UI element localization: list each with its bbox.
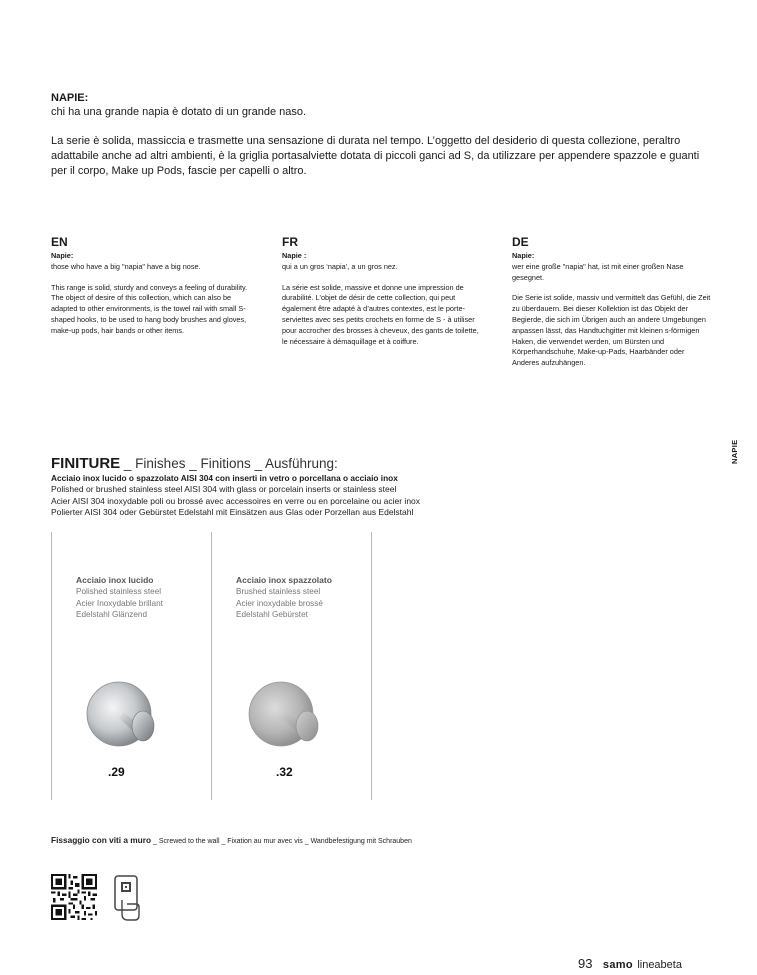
product-name-de: Edelstahl Glänzend bbox=[76, 610, 148, 619]
product-code: .29 bbox=[108, 765, 125, 779]
qr-code-icon[interactable] bbox=[51, 874, 97, 920]
card-divider bbox=[211, 532, 212, 800]
lang-label: Napie: bbox=[51, 251, 74, 260]
collection-name: lineabeta bbox=[637, 959, 682, 971]
product-name-fr: Acier Inoxydable brillant bbox=[76, 598, 163, 608]
finishes-line-en: Polished or brushed stainless steel AISI 304 with glass or porcelain inserts or stainless steel bbox=[51, 484, 397, 494]
product-name-fr: Acier inoxydable brossé bbox=[236, 598, 323, 608]
intro-section bbox=[51, 92, 716, 179]
product-name-de: Edelstahl Gebürstet bbox=[236, 610, 308, 619]
finishes-title-bold: FINITURE bbox=[51, 455, 121, 472]
intro-title: NAPIE: bbox=[51, 92, 89, 104]
fixing-bold: Fissaggio con viti a muro bbox=[51, 835, 152, 845]
robe-hook-polished-image bbox=[86, 676, 166, 752]
fixing-rest: _ Screwed to the wall _ Fixation au mur avec vis _ Wandbefestigung mit Schrauben bbox=[151, 838, 412, 845]
side-tab bbox=[720, 439, 756, 464]
lang-definition: those who have a big "napia" have a big nose. bbox=[51, 261, 201, 271]
lang-column-en bbox=[51, 236, 251, 337]
lang-body: This range is solid, sturdy and conveys a feeling of durability. The object of desire of this collection, which can also be adapted to other environments, is the towel rail with small S-shaped hooks, to be used to hang body brushes and gloves, make-up pods, hair bands or other items. bbox=[51, 282, 248, 335]
lang-code: FR bbox=[282, 235, 298, 249]
product-card-brushed bbox=[236, 575, 376, 621]
page-footer bbox=[578, 955, 682, 975]
intro-body: La serie è solida, massiccia e trasmette una sensazione di durata nel tempo. L’oggetto del desiderio di questa collezione, peraltro adattabile anche ad altri ambienti, è la griglia portasalviette dotata di piccoli ganci ad S, da utilizzare per appendere spazzole e guanti per il corpo, Make up Pods, fascie per capelli o altro. bbox=[51, 135, 700, 177]
product-card-polished bbox=[76, 575, 216, 621]
lang-code: EN bbox=[51, 235, 68, 249]
lang-definition: qui a un gros ‘napia’, a un gros nez. bbox=[282, 261, 398, 271]
fixing-note bbox=[51, 835, 412, 845]
card-divider bbox=[51, 532, 52, 800]
finishes-title bbox=[51, 455, 691, 472]
lang-column-fr bbox=[282, 236, 482, 347]
finishes-subtitle: Acciaio inox lucido o spazzolato AISI 304 con inserti in vetro o porcellana o acciaio inox bbox=[51, 473, 398, 483]
finishes-title-rest: _ Finishes _ Finitions _ Ausführung: bbox=[120, 456, 338, 471]
product-code: .32 bbox=[276, 765, 293, 779]
lang-body: Die Serie ist solide, massiv und vermittelt das Gefühl, die Zeit zu überdauern. Bei dieser Kollektion ist das Objekt der Begierde, die sich im Übrigen auch an andere Umgebungen anpassen lässt, das Handtuchgitter mit kleinen s-förmigen Haken, die verwendet werden, um Bürsten und Körperhandschuhe, Make-up-Pads, Haarbänder oder Anderes aufzuhängen. bbox=[512, 293, 711, 368]
lang-body: La série est solide, massive et donne une impression de durabilité. L’objet de désir de cette collection, qui peut également être adapté à d’autres contextes, est le porte-serviettes avec ses petits crochets en forme de S - à utiliser pour accrocher des brosses à cheveux, des gants de toilette, le nécessaire à démaquillage et à coiffure. bbox=[282, 282, 479, 346]
card-divider bbox=[371, 532, 372, 800]
lang-label: Napie: bbox=[512, 251, 535, 260]
page-number: 93 bbox=[578, 956, 593, 971]
finishes-line-de: Polierter AISI 304 oder Gebürstet Edelstahl mit Einsätzen aus Glas oder Porzellan aus Edelstahl bbox=[51, 507, 414, 517]
lang-column-de bbox=[512, 236, 712, 369]
phone-scan-icon bbox=[113, 874, 141, 922]
product-name-en: Polished stainless steel bbox=[76, 587, 162, 596]
product-title: Acciaio inox lucido bbox=[76, 575, 154, 585]
lang-code: DE bbox=[512, 235, 529, 249]
lang-label: Napie : bbox=[282, 251, 307, 260]
product-title: Acciaio inox spazzolato bbox=[236, 575, 332, 585]
side-tab-label: NAPIE bbox=[730, 439, 739, 464]
brand-logo: samo bbox=[602, 959, 633, 971]
lang-definition: wer eine große "napia" hat, ist mit einer großen Nase gesegnet. bbox=[512, 261, 684, 282]
finishes-line-fr: Acier AISI 304 inoxydable poli ou brossé avec accessoires en verre ou en porcelaine ou acier inox bbox=[51, 495, 421, 506]
intro-subtitle: chi ha una grande napia è dotato di un grande naso. bbox=[51, 106, 307, 118]
finishes-section bbox=[51, 455, 691, 519]
robe-hook-brushed-image bbox=[248, 676, 330, 752]
product-name-en: Brushed stainless steel bbox=[236, 587, 321, 596]
